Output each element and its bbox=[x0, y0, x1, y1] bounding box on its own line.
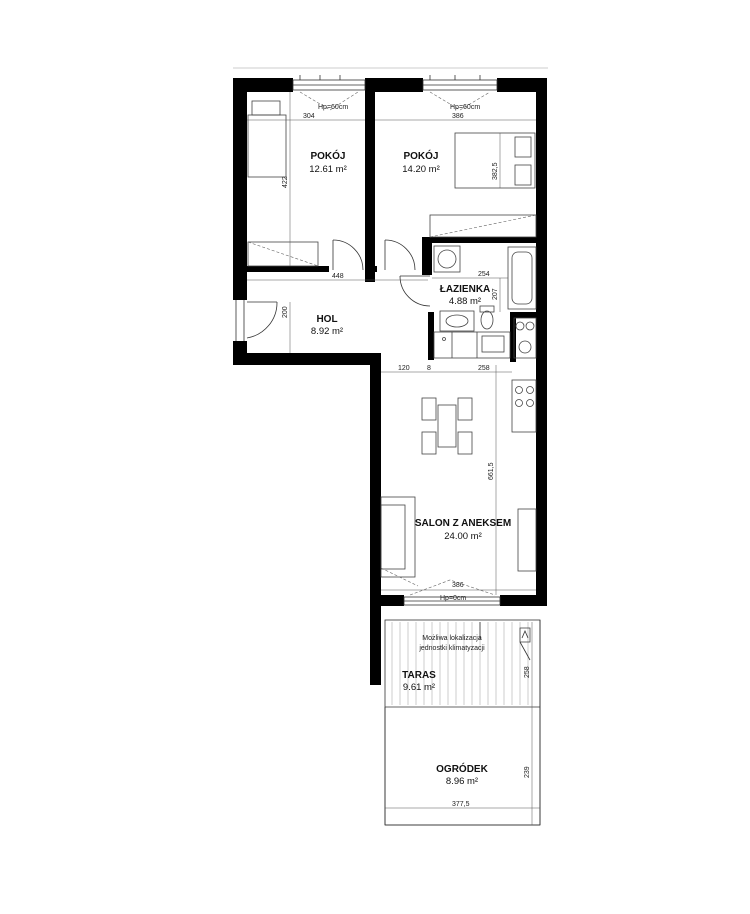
window-hp-label-2: Hp=60cm bbox=[450, 104, 481, 111]
dim-254: 254 bbox=[478, 271, 490, 278]
room-name-salon: SALON Z ANEKSEM bbox=[414, 518, 512, 529]
dim-448: 448 bbox=[332, 273, 344, 280]
dim-386-top: 386 bbox=[452, 113, 464, 120]
dim-207: 207 bbox=[492, 288, 499, 300]
dim-239: 239 bbox=[524, 766, 531, 778]
dim-377-5: 377,5 bbox=[452, 801, 470, 808]
ac-note-line-2: jednostki klimatyzacji bbox=[419, 645, 485, 652]
dim-386-salon: 386 bbox=[452, 582, 464, 589]
room-name-ogrodek: OGRÓDEK bbox=[436, 764, 488, 775]
dim-8: 8 bbox=[427, 365, 431, 372]
dim-304: 304 bbox=[303, 113, 315, 120]
dim-422: 422 bbox=[282, 176, 289, 188]
dim-382-5: 382,5 bbox=[492, 162, 499, 180]
room-area-lazienka: 4.88 m² bbox=[448, 296, 482, 307]
room-area-pokoj-2: 14.20 m² bbox=[402, 164, 440, 175]
room-name-pokoj-2: POKÓJ bbox=[403, 151, 439, 162]
room-area-taras: 9.61 m² bbox=[402, 682, 436, 693]
ac-note-line-1: Możliwa lokalizacja bbox=[422, 635, 482, 642]
room-name-taras: TARAS bbox=[402, 670, 436, 681]
room-labels bbox=[309, 149, 511, 787]
window-hp-label-1: Hp=60cm bbox=[318, 104, 349, 111]
dimension-lines bbox=[247, 92, 540, 825]
room-name-hol: HOL bbox=[316, 314, 338, 325]
room-area-pokoj-1: 12.61 m² bbox=[309, 164, 347, 175]
room-area-salon: 24.00 m² bbox=[444, 531, 482, 542]
room-name-pokoj-1: POKÓJ bbox=[310, 151, 346, 162]
room-area-ogrodek: 8.96 m² bbox=[445, 776, 479, 787]
dim-120: 120 bbox=[398, 365, 410, 372]
dimension-labels bbox=[282, 113, 531, 808]
dim-258-salon: 258 bbox=[478, 365, 490, 372]
dim-258-taras: 258 bbox=[524, 666, 531, 678]
dim-200: 200 bbox=[282, 306, 289, 318]
dim-661-5: 661,5 bbox=[488, 462, 495, 480]
room-name-lazienka: ŁAZIENKA bbox=[439, 284, 491, 295]
window-hp-label-3: Hp=0cm bbox=[440, 595, 467, 602]
room-area-hol: 8.92 m² bbox=[310, 326, 344, 337]
